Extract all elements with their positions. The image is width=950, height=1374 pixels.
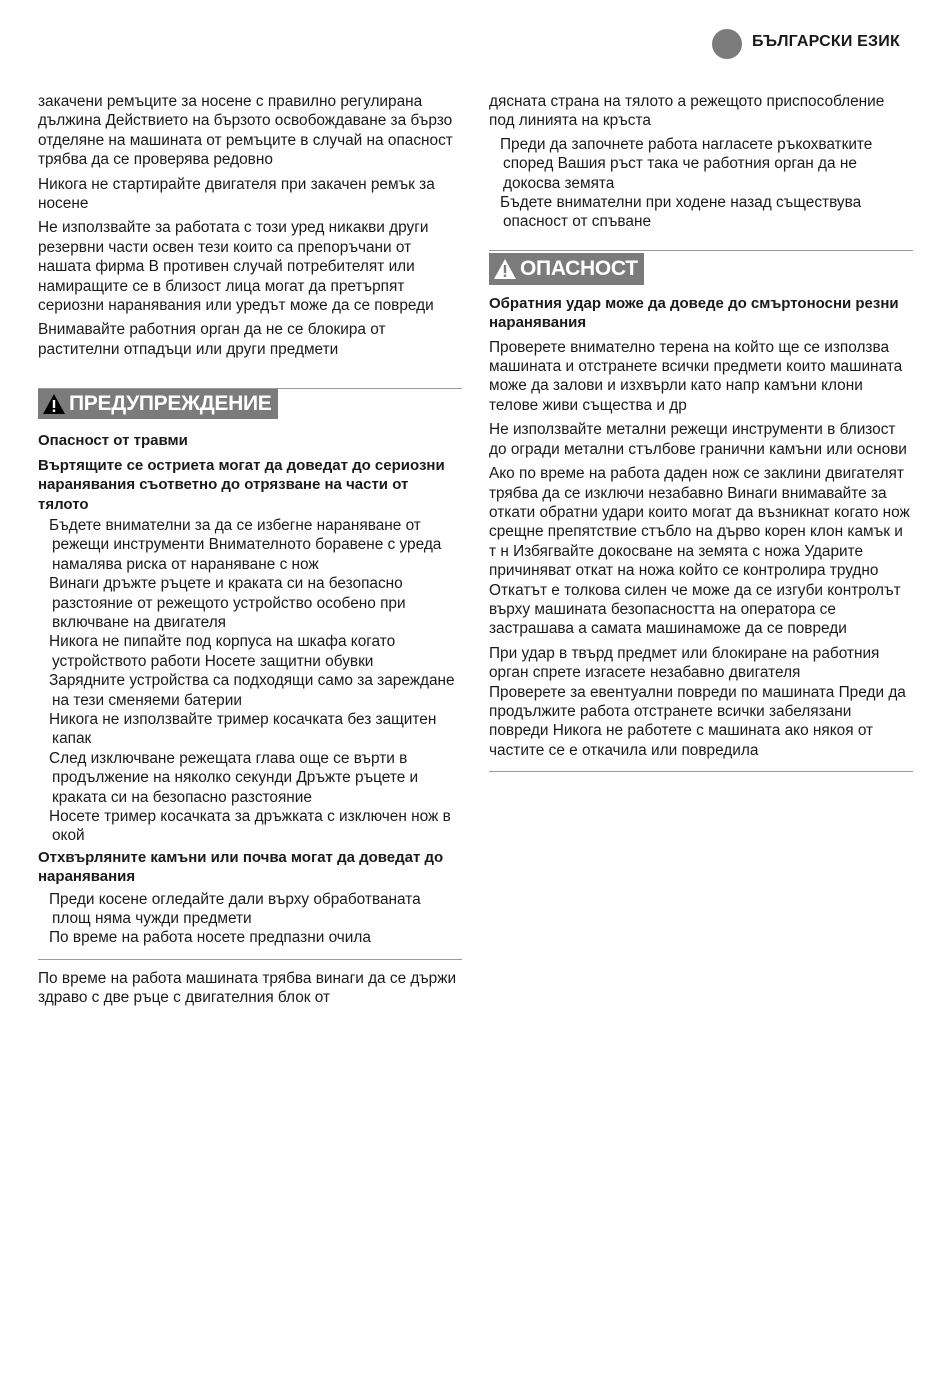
section-marker-circle	[712, 29, 742, 59]
danger-section	[489, 251, 913, 760]
right-item-2: Бъдете внимателни при ходене назад съществува опасност от спъване	[500, 194, 862, 231]
danger-paragraph-5: Проверете за евентуални повреди по машината Преди да продължите работа отстранете всички забелязани повреди Никога не работете с машината ако някоя от частите се е откачила или повредила	[489, 683, 906, 759]
warning-subhead-2: Отхвърляните камъни или почва могат да доведат до наранявания	[38, 848, 444, 886]
warning-item-7: Носете тример косачката за дръжката с изключен нож в окой	[49, 808, 451, 845]
closing-paragraph: По време на работа машината трябва винаги да се държи здраво с две ръце с двигателния блок от	[38, 969, 457, 1007]
intro-paragraph-3: Не използвайте за работата с този уред никакви други резервни части освен тези които са препоръчани от нашата фирма В противен случай потребителят или намиращите се в близост лица могат да претърпят сериозни наранявания или уредът може да се повреди	[38, 219, 434, 315]
warning-item-9: По време на работа носете предпазни очила	[49, 929, 371, 947]
intro-paragraph-2: Никога не стартирайте двигателя при закачен ремък за носене	[38, 175, 435, 213]
warning-item-1: Бъдете внимателни за да се избегне нараняване от режещи инструменти Внимателното боравене с уреда намалява риска от нараняване с нож	[49, 516, 442, 573]
right-column	[489, 92, 913, 772]
section-divider	[489, 771, 913, 772]
left-column	[38, 92, 462, 1013]
danger-paragraph-3: Ако по време на работа даден нож се заклини двигателят трябва да се изключи незабавно Винаги внимавайте за откати обратни удари които могат да възникнат когато нож срещне препятствие стъбло на дърво корен клон камък и т н Избягвайте докосване на земята с ножа Ударите причиняват откат на ножа който се контролира трудно Откатът е толкова силен че може да се изгуби контролът върху машината безопасността на оператора се застрашава а самата машинаможе да се повреди	[489, 465, 910, 638]
warning-label: ПРЕДУПРЕЖДЕНИЕ	[69, 392, 272, 416]
warning-item-2: Винаги дръжте ръцете и краката си на безопасно разстояние от режещото устройство особено при включване на двигателя	[49, 575, 406, 631]
danger-label: ОПАСНОСТ	[520, 256, 638, 280]
right-item-1: Преди да започнете работа нагласете ръкохватките според Вашия ръст така че работния орган да не докосва земята	[500, 135, 873, 192]
warning-item-5: Никога не използвайте тример косачката без защитен капак	[49, 710, 437, 748]
intro-paragraph-1: закачени ремъците за носене с правилно регулирана дължина Действието на бързото освобождаване за бързо отделяне на машината от ремъците в случай на опасност трябва да се проверява редовно	[38, 93, 453, 169]
intro-paragraph-4: Внимавайте работния орган да не се блокира от растителни отпадъци или други предмети	[38, 321, 386, 358]
warning-item-8: Преди косене огледайте дали върху обработваната площ няма чужди предмети	[49, 890, 421, 928]
warning-banner	[38, 389, 278, 419]
language-header: БЪЛГАРСКИ ЕЗИК	[752, 33, 900, 50]
warning-subhead-1: Въртящите се остриета могат да доведат до сериозни наранявания съответно до отрязване на части от тялото	[38, 456, 445, 513]
warning-item-4: Зарядните устройства са подходящи само за зареждане на тези сменяеми батерии	[49, 672, 455, 709]
danger-subhead: Обратния удар може да доведе до смъртоносни резни наранявания	[489, 294, 899, 332]
warning-triangle-icon	[42, 393, 66, 415]
danger-paragraph-2: Не използвайте метални режещи инструменти в близост до огради метални стълбове гранични камъни или основи	[489, 421, 907, 458]
warning-section	[38, 389, 462, 948]
danger-paragraph-1: Проверете внимателно терена на който ще се използва машината и отстранете всички предмети които машината може да залови и изхвърли като напр камъни клони телове живи същества и др	[489, 338, 903, 414]
danger-paragraph-4: При удар в твърд предмет или блокиране на работния орган спрете изгасете незабавно двигателя	[489, 644, 880, 682]
danger-banner	[489, 253, 644, 285]
continuation-paragraph: дясната страна на тялото а режещото приспособление под линията на кръста	[489, 93, 885, 130]
hazard-title: Опасност от травми	[38, 432, 188, 450]
warning-item-3: Никога не пипайте под корпуса на шкафа когато устройството работи Носете защитни обувки	[49, 633, 396, 670]
danger-triangle-icon	[493, 258, 517, 280]
warning-item-6: След изключване режещата глава още се върти в продължение на няколко секунди Дръжте ръцете и краката си на безопасно разстояние	[49, 749, 419, 806]
